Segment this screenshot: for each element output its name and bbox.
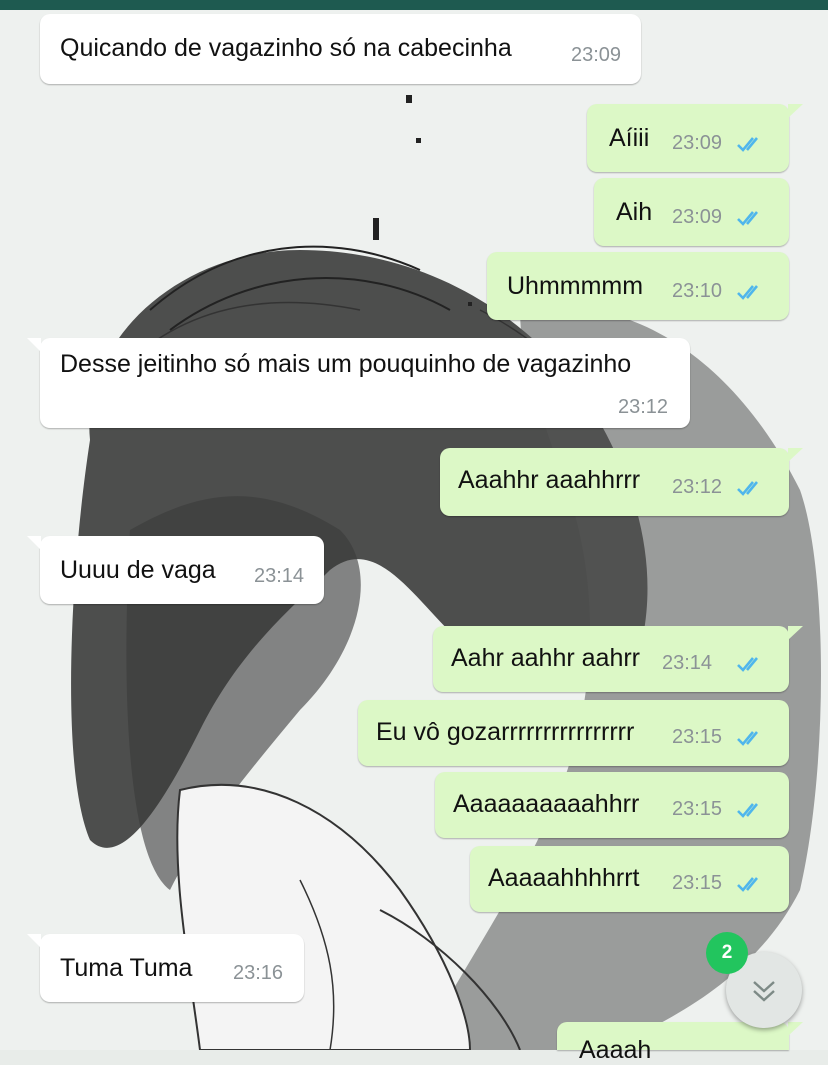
message-bubble-incoming[interactable] [40,934,304,1002]
message-time: 23:14 [662,652,713,674]
bubble-tail [27,536,41,550]
bubble-tail [27,338,41,352]
message-bubble-outgoing[interactable] [587,104,789,172]
message-time: 23:09 [571,44,622,66]
message-bubble-outgoing[interactable] [435,772,789,838]
read-receipt-icon [736,134,764,154]
read-receipt-icon [736,800,764,820]
message-bubble-outgoing[interactable] [470,846,789,912]
message-text: Aaaaaaaaaahhrr [453,790,640,818]
bubble-tail [27,934,41,948]
message-time: 23:10 [672,280,723,302]
message-time: 23:15 [672,798,723,820]
message-text: Aíiii [609,124,650,152]
unread-count-badge: 2 [706,932,748,974]
bubble-tail [788,448,803,462]
message-time: 23:15 [672,726,723,748]
message-time: 23:12 [672,476,723,498]
message-text: Tuma Tuma [60,954,193,982]
message-time: 23:12 [618,396,669,418]
read-receipt-icon [736,282,764,302]
message-text: Aih [616,198,653,226]
message-text: Desse jeitinho só mais um pouquinho de vagazinho [60,350,632,378]
read-receipt-icon [736,208,764,228]
message-bubble-incoming[interactable] [40,338,690,428]
message-bubble-outgoing[interactable] [433,626,789,692]
message-bubble-outgoing[interactable] [487,252,789,320]
bubble-tail [788,104,803,118]
app-header-edge [0,0,828,10]
read-receipt-icon [736,728,764,748]
message-time: 23:16 [233,962,284,984]
message-time: 23:15 [672,872,723,894]
bubble-tail [788,626,803,640]
message-bubble-incoming[interactable] [40,14,641,84]
read-receipt-icon [736,654,764,674]
message-text: Uhmmmmm [507,272,644,300]
read-receipt-icon [736,478,764,498]
message-bubble-outgoing[interactable] [440,448,789,516]
message-bubble-outgoing[interactable] [358,700,789,766]
message-time: 23:09 [672,206,723,228]
message-bubble-incoming[interactable] [40,536,324,604]
message-bubble-outgoing[interactable] [594,178,789,246]
message-time: 23:14 [254,565,305,587]
message-text: Eu vô gozarrrrrrrrrrrrrrrr [376,718,635,746]
message-text: Uuuu de vaga [60,556,216,584]
message-text: Aahr aahhr aahrr [451,644,641,672]
read-receipt-icon [736,874,764,894]
message-text: Aaaaahhhhrrt [488,864,640,892]
message-text: Aaaah [579,1036,652,1064]
message-time: 23:09 [672,132,723,154]
message-text: Quicando de vagazinho só na cabecinha [60,34,512,62]
message-text: Aaahhr aaahhrrr [458,466,641,494]
